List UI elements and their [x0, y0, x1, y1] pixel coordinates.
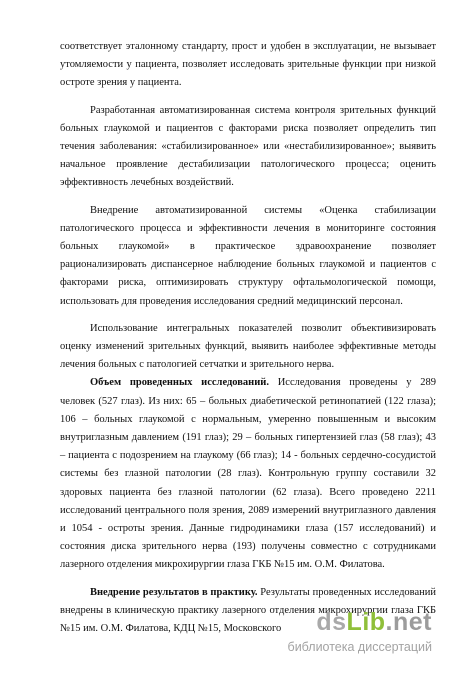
practice-implementation-text: Результаты проведенных исследований внедрены в клиническую практику лазерного отделения микрохирургии глаза ГКБ №15 им. О.М. Филатова, КДЦ №15, Московского — [60, 586, 437, 635]
research-scope-text: Исследования проведены у 289 человек (527 глаз). Из них: 65 – больных диабетической ретинопатией (122 глаза); 106 – больных глаукомой с нормальным, умеренно повышенным и высоким внутриглазным давлением (191 глаз); 29 – больных гипертензией глаз (58 глаз); 43 – пациента с подозрением на глаукому (66 глаз); 14 - больных сердечно-сосудистой системы без глазной патологии (28 глаз). Контрольную группу составили 32 здоровых пациента без глазной патологии (62 глаза). Всего проведено 2211 исследований центрального поля зрения, 2089 измерений внутриглазного давления и 1054 - остроты зрения. Данные гидродинамики глаза (157 исследований) и состояния диска зрительного нерва (193) получены совместно с сотрудниками лазерного отделения микрохирургии глаза ГКБ №15 им. О.М. Филатова. — [60, 377, 436, 571]
logo-lib-part: Lib — [346, 608, 386, 636]
logo-ds-part: ds — [316, 608, 347, 636]
dslib-logo — [316, 608, 432, 637]
practice-implementation-heading: Внедрение результатов в практику. — [90, 586, 258, 598]
document-page — [60, 38, 436, 638]
paragraph-implementation: Внедрение автоматизированной системы «Оценка стабилизации патологического процесса и эффективности лечения в мониторинге состояния больных глаукомой» в практическое здравоохранение позволяет рационализировать диспансерное наблюдение больных глаукомой и пациентов с факторами риска, оптимизировать структуру офтальмологической помощи, использовать для проведения исследования средний медицинский персонал. — [60, 204, 436, 307]
watermark-subtitle: библиотека диссертаций — [287, 640, 432, 654]
paragraph-automated-system: Разработанная автоматизированная система контроля зрительных функций больных глаукомой и пациентов с факторами риска позволяет определить тип течения заболевания: «стабилизированное» или «нестабилизированное»; выявить начальное проявление дестабилизации патологического процесса; оценить эффективность лечебных воздействий. — [60, 104, 436, 189]
research-scope-heading: Объем проведенных исследований. — [90, 377, 269, 389]
dslib-watermark — [247, 608, 432, 670]
logo-tld-part: .net — [385, 608, 432, 636]
paragraph-continuation: соответствует эталонному стандарту, прост и удобен в эксплуатации, не вызывает утомляемости у пациента, позволяет исследовать зрительные функции при низкой остроте зрения у пациента. — [60, 41, 436, 89]
paragraph-integral-indicators: Использование интегральных показателей позволит объективизировать оценку изменений зрительных функций, выявить наиболее эффективные методы лечения больных с патологией сетчатки и зрительного нерва. — [60, 322, 436, 371]
paragraph-research-scope — [60, 374, 436, 574]
